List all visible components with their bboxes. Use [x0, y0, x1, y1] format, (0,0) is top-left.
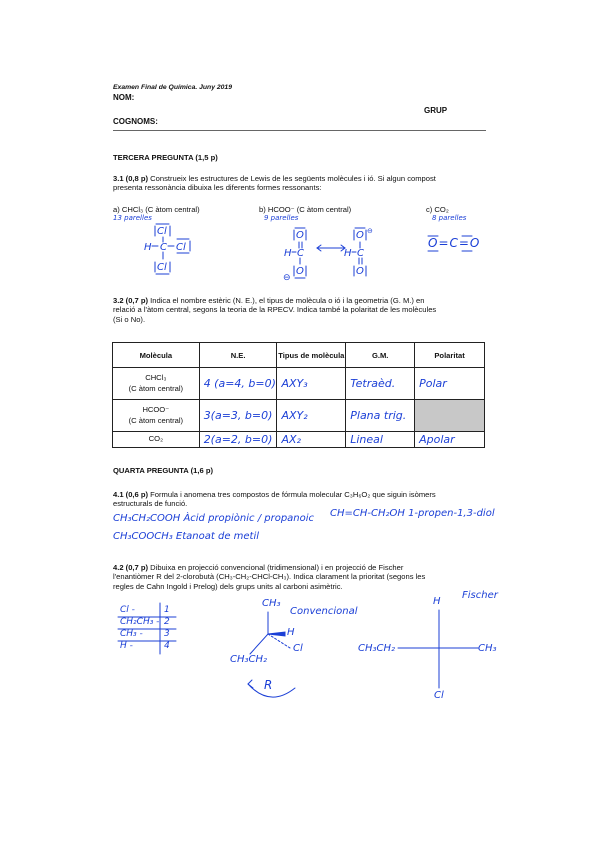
- fischer-bottom-cl: Cl: [434, 690, 444, 701]
- exam-title: Examen Final de Química. Juny 2019: [113, 84, 232, 91]
- priority-row: Cl - 1: [120, 605, 170, 615]
- q42-line1: Dibuixa en projecció convencional (tridimensional) i en projecció de Fischer: [150, 563, 404, 572]
- q4-title: QUARTA PREGUNTA (1,6 p): [113, 466, 213, 475]
- svg-text:C: C: [160, 242, 167, 253]
- pol-cell: Polar: [415, 368, 485, 400]
- mol-note: (C àtom central): [128, 383, 184, 393]
- svg-text:Cl: Cl: [157, 262, 167, 273]
- priority-row: CH₂CH₃ - 2: [120, 617, 170, 627]
- q32-line2: relació a l'àtom central, segons la teoria de la RPECV. Indica també la polaritat de les molècules: [113, 305, 437, 315]
- q42-line3: regles de Cahn Ingold i Prelog) dels grups units al carboni asimètric.: [113, 581, 343, 591]
- hand-41-answer-b: CH₃COOCH₃ Etanoat de metil: [113, 531, 260, 542]
- ne-cell: 2(a=2, b=0): [199, 432, 277, 448]
- svg-text:⊖: ⊖: [367, 227, 373, 235]
- hand-41-answer-c: CH=CH-CH₂OH 1-propen-1,3-diol: [330, 508, 495, 519]
- svg-text:H: H: [344, 248, 352, 259]
- svg-text:⊖: ⊖: [283, 273, 291, 283]
- priority-row: H - 4: [120, 641, 170, 651]
- svg-text:O: O: [356, 266, 364, 277]
- conv-cl: Cl: [293, 643, 303, 654]
- q32-line3: (Si o No).: [113, 314, 146, 324]
- nom-label: NOM:: [113, 93, 135, 102]
- q31-line2: presenta ressonància dibuixa les diferents formes ressonants:: [113, 183, 322, 193]
- conv-ethyl: CH₃CH₂: [230, 654, 268, 665]
- svg-text:Cl: Cl: [176, 242, 186, 253]
- q31-c-label: c) CO₂: [426, 205, 449, 214]
- q31-a-label: a) CHCl₃ (C àtom central): [113, 205, 200, 214]
- svg-text:C: C: [297, 248, 304, 259]
- q41-line1: Formula i anomena tres compostos de fórmula molecular C₃H₆O₂ que siguin isòmers: [150, 490, 436, 499]
- cognoms-label: COGNOMS:: [113, 117, 158, 126]
- tipus-cell: AX₂: [277, 432, 346, 448]
- priority-row: CH₃ - 3: [120, 629, 170, 639]
- th-ne: N.E.: [199, 343, 277, 368]
- hand-b-pairs: 9 parelles: [264, 214, 299, 222]
- q31-line1: Construeix les estructures de Lewis de les següents molècules i ió. Si algun compost: [150, 174, 436, 183]
- fischer-label: Fischer: [462, 590, 498, 601]
- fischer-top-h: H: [433, 596, 441, 607]
- conv-h: H: [287, 627, 295, 638]
- grup-label: GRUP: [424, 106, 448, 115]
- mol-note: (C àtom central): [128, 415, 184, 425]
- th-tipus: Tipus de molècula: [277, 343, 346, 368]
- svg-text:C: C: [357, 248, 364, 259]
- pol-cell: Apolar: [415, 432, 485, 448]
- q31-number: 3.1 (0,8 p): [113, 174, 149, 183]
- q31-b-label: b) HCOO⁻ (C àtom central): [259, 205, 352, 214]
- tipus-cell: AXY₃: [277, 368, 346, 400]
- gm-cell: Lineal: [346, 432, 415, 448]
- q42-line2: l'enantiòmer R del 2-clorobutà (CH₃-CH₂-CHCl-CH₃). Indica clarament la prioritat (segons les: [113, 572, 426, 582]
- q3-title: TERCERA PREGUNTA (1,5 p): [113, 153, 218, 162]
- conv-ch3: CH₃: [262, 598, 281, 609]
- mol-name: HCOO⁻: [142, 404, 170, 414]
- q41-number: 4.1 (0,6 p): [113, 490, 149, 499]
- q42-number: 4.2 (0,7 p): [113, 563, 149, 572]
- q41-line2: estructurals de funció.: [113, 499, 188, 509]
- hand-co2-structure: O=C=O: [428, 236, 481, 250]
- q32-line1: Indica el nombre estèric (N. E.), el tipus de molècula o ió i la geometria (G. M.) en: [150, 296, 425, 305]
- svg-text:O: O: [356, 230, 364, 241]
- gm-cell: Plana trig.: [346, 400, 415, 432]
- hand-a-pairs: 13 parelles: [113, 214, 152, 222]
- r-configuration: R: [264, 678, 273, 692]
- mol-name: CHCl₃: [145, 372, 167, 382]
- svg-text:H: H: [144, 242, 152, 253]
- th-molecula: Molècula: [113, 343, 200, 368]
- hand-41-answer-a: CH₃CH₂COOH Àcid propiònic / propanoic: [113, 513, 315, 524]
- ne-cell: 3(a=3, b=0): [199, 400, 277, 432]
- gm-cell: Tetraèd.: [346, 368, 415, 400]
- hand-c-pairs: 8 parelles: [432, 214, 467, 222]
- tipus-cell: AXY₂: [277, 400, 346, 432]
- svg-text:O: O: [296, 230, 304, 241]
- svg-text:Cl: Cl: [157, 226, 167, 237]
- svg-text:H: H: [284, 248, 292, 259]
- fischer-left-ethyl: CH₃CH₂: [358, 643, 396, 654]
- mol-name: CO₂: [148, 434, 164, 444]
- fischer-right-ch3: CH₃: [478, 643, 497, 654]
- ne-cell: 4 (a=4, b=0): [199, 368, 277, 400]
- th-polaritat: Polaritat: [415, 343, 485, 368]
- q32-number: 3.2 (0,7 p): [113, 296, 149, 305]
- th-gm: G.M.: [346, 343, 415, 368]
- svg-text:O: O: [296, 266, 304, 277]
- conventional-label: Convencional: [290, 606, 358, 617]
